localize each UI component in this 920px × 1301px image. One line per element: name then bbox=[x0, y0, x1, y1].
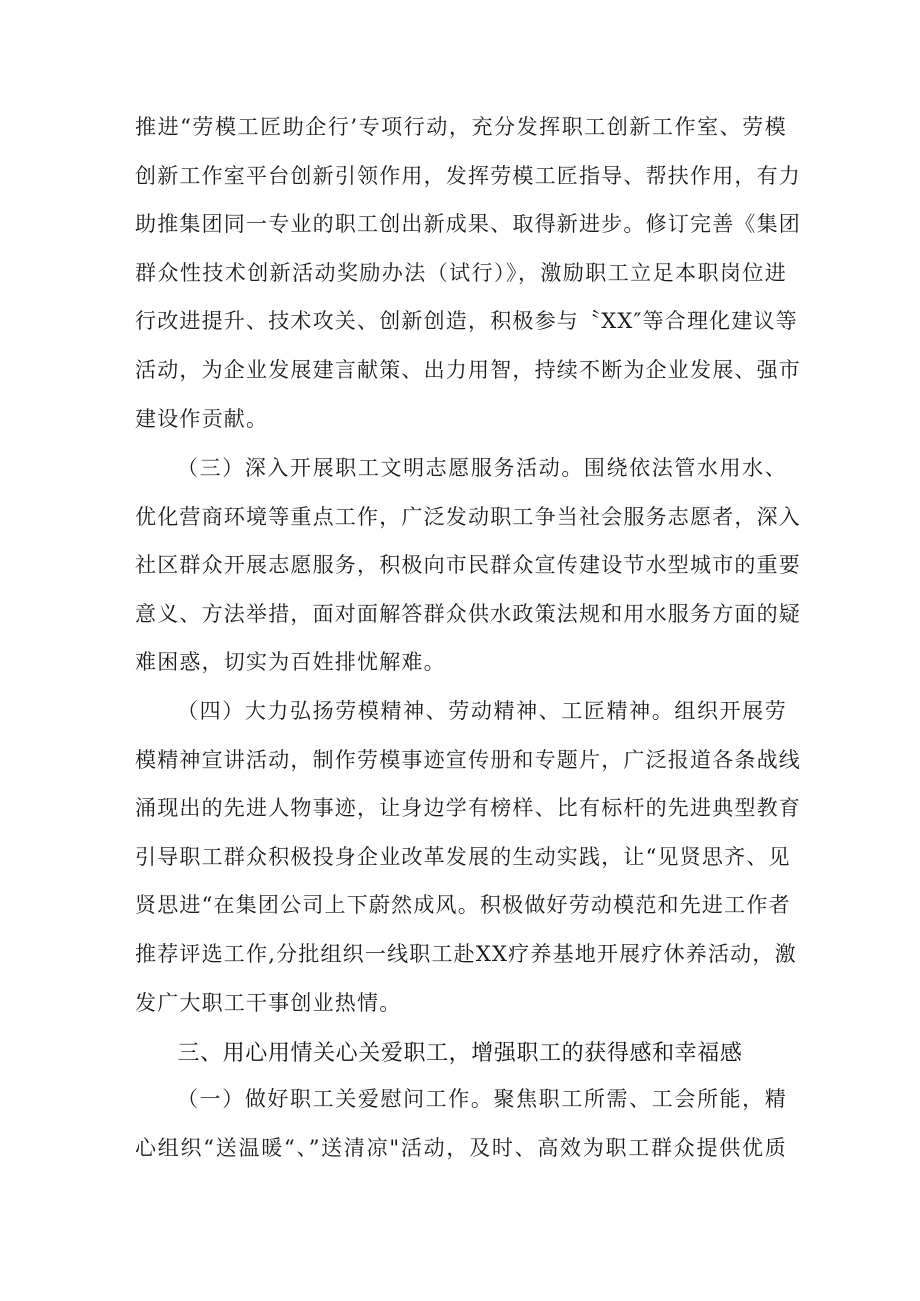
text-line: 模精神宣讲活动，制作劳模事迹宣传册和专题片，广泛报道各条战线 bbox=[135, 747, 801, 772]
text-line: 活动，为企业发展建言献策、出力用智，持续不断为企业发展、强市 bbox=[135, 357, 801, 382]
text-line: 意义、方法举措，面对面解答群众供水政策法规和用水服务方面的疑 bbox=[135, 601, 801, 626]
text-line: （一）做好职工关爱慰问工作。聚焦职工所需、工会所能，精 bbox=[177, 1087, 787, 1111]
paragraph-promote-spirit bbox=[135, 687, 801, 1027]
section-heading: 三、用心用情关心关爱职工，增强职工的获得感和幸福感 bbox=[177, 1041, 743, 1066]
text-line: 贤思进“在集团公司上下蔚然成风。积极做好劳动模范和先进工作者 bbox=[135, 893, 791, 918]
text-line: 心组织“送温暖“、”送清凉"活动，及时、高效为职工群众提供优质 bbox=[135, 1135, 787, 1160]
text-line: 难困惑，切实为百姓排忧解难。 bbox=[135, 650, 446, 675]
text-line: 社区群众开展志愿服务，积极向市民群众宣传建设节水型城市的重要 bbox=[135, 553, 801, 578]
paragraph-labor-model-initiative bbox=[135, 103, 801, 443]
text-line: （三）深入开展职工文明志愿服务活动。围绕依法管水用水、 bbox=[177, 456, 787, 480]
text-line: 群众性技术创新活动奖励办法（试行）》，激励职工立足本职岗位进 bbox=[135, 260, 787, 285]
text-line: 推进“劳模工匠助企行’专项行动，充分发挥职工创新工作室、劳模 bbox=[135, 115, 787, 139]
text-line: 建设作贡献。 bbox=[135, 406, 269, 431]
paragraph-care-condolence bbox=[135, 1075, 787, 1172]
text-line: 发广大职工干事创业热情。 bbox=[135, 990, 402, 1015]
text-line: 助推集团同一专业的职工创出新成果、取得新进步。修订完善《集团 bbox=[135, 212, 801, 237]
text-line: 推荐评选工作,分批组织一线职工赴XX疗养基地开展疗休养活动，激 bbox=[135, 941, 797, 966]
text-line: 行改进提升、技术攻关、创新创造，积极参与〝XX″等合理化建议等 bbox=[135, 309, 798, 334]
paragraph-volunteer-service bbox=[135, 444, 801, 687]
text-line: 优化营商环境等重点工作，广泛发动职工争当社会服务志愿者，深入 bbox=[135, 504, 801, 529]
text-line: 涌现出的先进人物事迹，让身边学有榜样、比有标杆的先进典型教育 bbox=[135, 796, 801, 821]
text-line: （四）大力弘扬劳模精神、劳动精神、工匠精神。组织开展劳 bbox=[177, 699, 787, 723]
text-line: 引导职工群众积极投身企业改革发展的生动实践，让“见贤思齐、见 bbox=[135, 844, 791, 869]
text-line: 创新工作室平台创新引领作用，发挥劳模工匠指导、帮扶作用，有力 bbox=[135, 163, 801, 188]
